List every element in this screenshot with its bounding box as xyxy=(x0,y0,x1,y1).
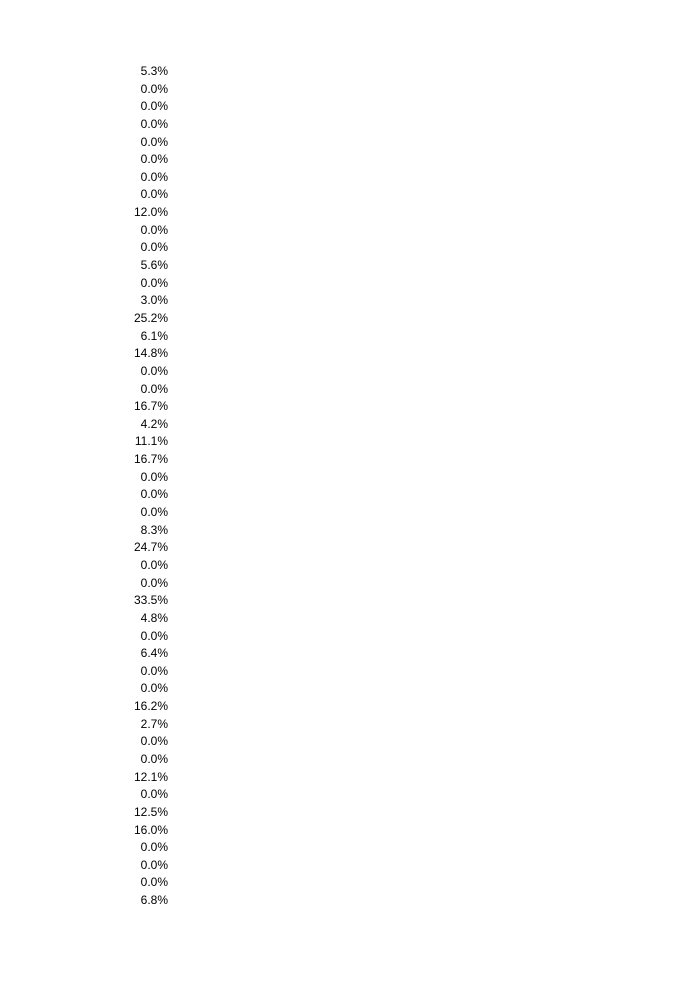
percent-cell: 0.0% xyxy=(140,734,168,749)
percent-cell: 12.1% xyxy=(133,769,168,784)
percent-cell: 0.0% xyxy=(140,469,168,484)
percent-cell: 12.5% xyxy=(133,804,168,819)
percent-cell: 0.0% xyxy=(140,681,168,696)
percent-cell: 0.0% xyxy=(140,169,168,184)
percent-cell: 0.0% xyxy=(140,152,168,167)
percent-cell: 4.2% xyxy=(140,416,168,431)
percent-cell: 16.7% xyxy=(133,452,168,467)
percent-cell: 5.3% xyxy=(140,64,168,78)
percent-cell: 0.0% xyxy=(140,81,168,96)
percent-cell: 14.8% xyxy=(133,346,168,361)
percent-cell: 4.8% xyxy=(140,610,168,625)
percent-cell: 16.2% xyxy=(133,699,168,714)
percent-cell: 0.0% xyxy=(140,628,168,643)
percent-cell: 0.0% xyxy=(140,487,168,502)
percent-cell: 0.0% xyxy=(140,787,168,802)
percent-cell: 0.0% xyxy=(140,575,168,590)
percent-cell: 6.1% xyxy=(140,328,168,343)
percent-cell: 0.0% xyxy=(140,187,168,202)
percent-cell: 5.6% xyxy=(140,258,168,273)
percent-cell: 12.0% xyxy=(133,205,168,220)
percent-cell: 0.0% xyxy=(140,222,168,237)
percent-cell: 0.0% xyxy=(140,363,168,378)
percent-cell: 3.0% xyxy=(140,293,168,308)
percent-cell: 11.1% xyxy=(134,434,168,449)
percent-cell: 16.7% xyxy=(133,399,168,414)
percent-cell: 6.8% xyxy=(140,893,168,908)
percent-column xyxy=(100,63,168,910)
percent-cell: 2.7% xyxy=(140,716,168,731)
percent-cell: 0.0% xyxy=(140,857,168,872)
percent-cell: 0.0% xyxy=(140,505,168,520)
percent-cell: 0.0% xyxy=(140,875,168,890)
percent-cell: 0.0% xyxy=(140,134,168,149)
percent-cell: 24.7% xyxy=(133,540,168,555)
percent-cell: 33.5% xyxy=(133,593,168,608)
percent-cell: 25.2% xyxy=(133,310,168,325)
percent-cell: 0.0% xyxy=(140,751,168,766)
percent-cell: 0.0% xyxy=(140,557,168,572)
percent-cell: 0.0% xyxy=(140,381,168,396)
percent-cell: 0.0% xyxy=(140,240,168,255)
percent-cell: 0.0% xyxy=(140,99,168,114)
percent-cell: 0.0% xyxy=(140,840,168,855)
percent-cell: 8.3% xyxy=(140,522,168,537)
percent-cell: 0.0% xyxy=(140,663,168,678)
percent-cell: 6.4% xyxy=(140,646,168,661)
percent-cell: 0.0% xyxy=(140,116,168,131)
percent-cell: 16.0% xyxy=(133,822,168,837)
percent-cell: 0.0% xyxy=(140,275,168,290)
